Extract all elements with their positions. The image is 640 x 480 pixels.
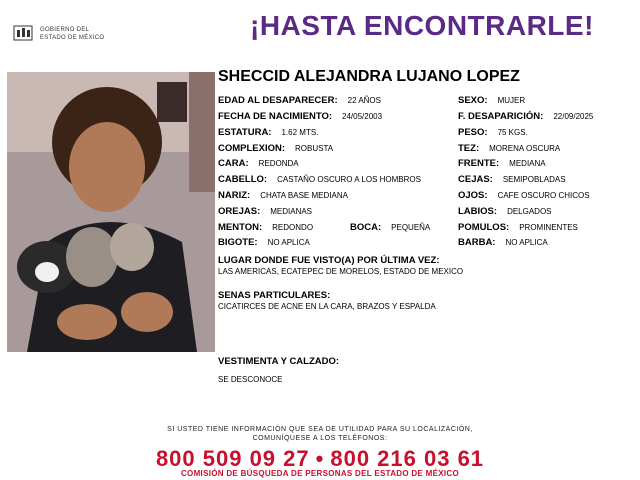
distinguishing-marks-value: CICATIRCES DE ACNE EN LA CARA, BRAZOS Y ESPALDA bbox=[218, 302, 436, 311]
field-label: OREJAS: bbox=[218, 206, 261, 217]
field-value: MEDIANA bbox=[509, 159, 546, 168]
field-label: TEZ: bbox=[458, 143, 480, 154]
field-label: CEJAS: bbox=[458, 174, 493, 185]
field-label: CARA: bbox=[218, 158, 249, 169]
field-value: 24/05/2003 bbox=[342, 112, 383, 121]
field-row-mustache bbox=[218, 237, 310, 248]
commission-name: COMISIÓN DE BÚSQUEDA DE PERSONAS DEL ESTADO DE MÉXICO bbox=[180, 469, 459, 478]
missing-person-photo bbox=[7, 72, 215, 352]
field-label: MENTON: bbox=[218, 222, 263, 233]
state-seal-icon bbox=[12, 22, 34, 44]
field-label: BIGOTE: bbox=[218, 237, 258, 248]
field-value: MUJER bbox=[497, 96, 526, 105]
contact-note-line2: COMUNÍQUESE A LOS TELÉFONOS: bbox=[252, 435, 388, 442]
field-row-hair bbox=[218, 174, 421, 185]
field-row-nose bbox=[218, 190, 348, 201]
field-value: DELGADOS bbox=[507, 207, 552, 216]
field-value: 75 KGS. bbox=[497, 128, 528, 137]
field-row-lips bbox=[458, 206, 552, 217]
field-label: SEXO: bbox=[458, 95, 488, 106]
field-row-eyebrows bbox=[458, 174, 566, 185]
field-row-weight bbox=[458, 127, 528, 138]
field-label: EDAD AL DESAPARECER: bbox=[218, 95, 338, 106]
field-value: CASTAÑO OSCURO A LOS HOMBROS bbox=[277, 175, 421, 184]
field-row-sex bbox=[458, 95, 525, 106]
field-value: 1.62 MTS. bbox=[281, 128, 319, 137]
logo-text-line2: ESTADO DE MÉXICO bbox=[40, 35, 105, 41]
field-row-eyes bbox=[458, 190, 590, 201]
field-row-beard bbox=[458, 237, 548, 248]
field-row-complexion-tone bbox=[458, 143, 560, 154]
field-label: CABELLO: bbox=[218, 174, 268, 185]
field-value: CAFE OSCURO CHICOS bbox=[497, 191, 590, 200]
government-logo bbox=[8, 20, 128, 48]
field-row-forehead bbox=[458, 158, 546, 169]
field-label: FECHA DE NACIMIENTO: bbox=[218, 111, 332, 122]
field-row-cheekbones bbox=[458, 222, 578, 233]
phone-number-2[interactable]: 800 216 03 61 bbox=[330, 446, 485, 471]
field-value: MORENA OSCURA bbox=[489, 144, 561, 153]
field-label: COMPLEXION: bbox=[218, 143, 286, 154]
person-name: SHECCID ALEJANDRA LUJANO LOPEZ bbox=[218, 68, 520, 85]
distinguishing-marks-label: SENAS PARTICULARES: bbox=[218, 290, 331, 301]
field-label: ESTATURA: bbox=[218, 127, 272, 138]
field-row-chin bbox=[218, 222, 313, 233]
last-seen-label: LUGAR DONDE FUE VISTO(A) POR ÚLTIMA VEZ: bbox=[218, 255, 440, 266]
logo-text-line1: GOBIERNO DEL bbox=[40, 27, 90, 33]
field-value: 22/09/2025 bbox=[553, 112, 594, 121]
field-row-mouth bbox=[350, 222, 430, 233]
field-label: FRENTE: bbox=[458, 158, 500, 169]
field-label: BOCA: bbox=[350, 222, 382, 233]
headline: ¡HASTA ENCONTRARLE! bbox=[250, 10, 594, 41]
field-row-age bbox=[218, 95, 381, 106]
field-value: NO APLICA bbox=[505, 238, 548, 247]
field-value: 22 AÑOS bbox=[347, 96, 381, 105]
phone-number-1[interactable]: 800 509 09 27 bbox=[155, 446, 310, 471]
contact-note-line1: SI USTED TIENE INFORMACIÓN QUE SEA DE UTILIDAD PARA SU LOCALIZACIÓN, bbox=[167, 426, 473, 433]
field-value: PROMINENTES bbox=[519, 223, 578, 232]
field-value: CHATA BASE MEDIANA bbox=[260, 191, 348, 200]
clothing-label: VESTIMENTA Y CALZADO: bbox=[218, 356, 340, 367]
last-seen-value: LAS AMERICAS, ECATEPEC DE MORELOS, ESTADO DE MEXICO bbox=[218, 267, 464, 276]
field-value: NO APLICA bbox=[267, 238, 310, 247]
field-label: POMULOS: bbox=[458, 222, 510, 233]
field-label: LABIOS: bbox=[458, 206, 498, 217]
field-value: PEQUEÑA bbox=[391, 223, 431, 232]
field-label: BARBA: bbox=[458, 237, 496, 248]
field-row-birthdate bbox=[218, 111, 382, 122]
field-label: F. DESAPARICIÓN: bbox=[458, 111, 544, 122]
field-label: OJOS: bbox=[458, 190, 488, 201]
field-row-face bbox=[218, 158, 299, 169]
separator-dot: • bbox=[315, 446, 325, 471]
field-row-ears bbox=[218, 206, 312, 217]
field-label: NARIZ: bbox=[218, 190, 251, 201]
field-value: MEDIANAS bbox=[270, 207, 313, 216]
field-row-build bbox=[218, 143, 333, 154]
field-value: REDONDO bbox=[272, 223, 314, 232]
field-row-disappearance-date bbox=[458, 111, 593, 122]
field-value: REDONDA bbox=[258, 159, 299, 168]
clothing-value: SE DESCONOCE bbox=[218, 375, 283, 384]
field-value: SEMIPOBLADAS bbox=[502, 175, 566, 184]
field-value: ROBUSTA bbox=[295, 144, 334, 153]
field-label: PESO: bbox=[458, 127, 488, 138]
field-row-height bbox=[218, 127, 318, 138]
